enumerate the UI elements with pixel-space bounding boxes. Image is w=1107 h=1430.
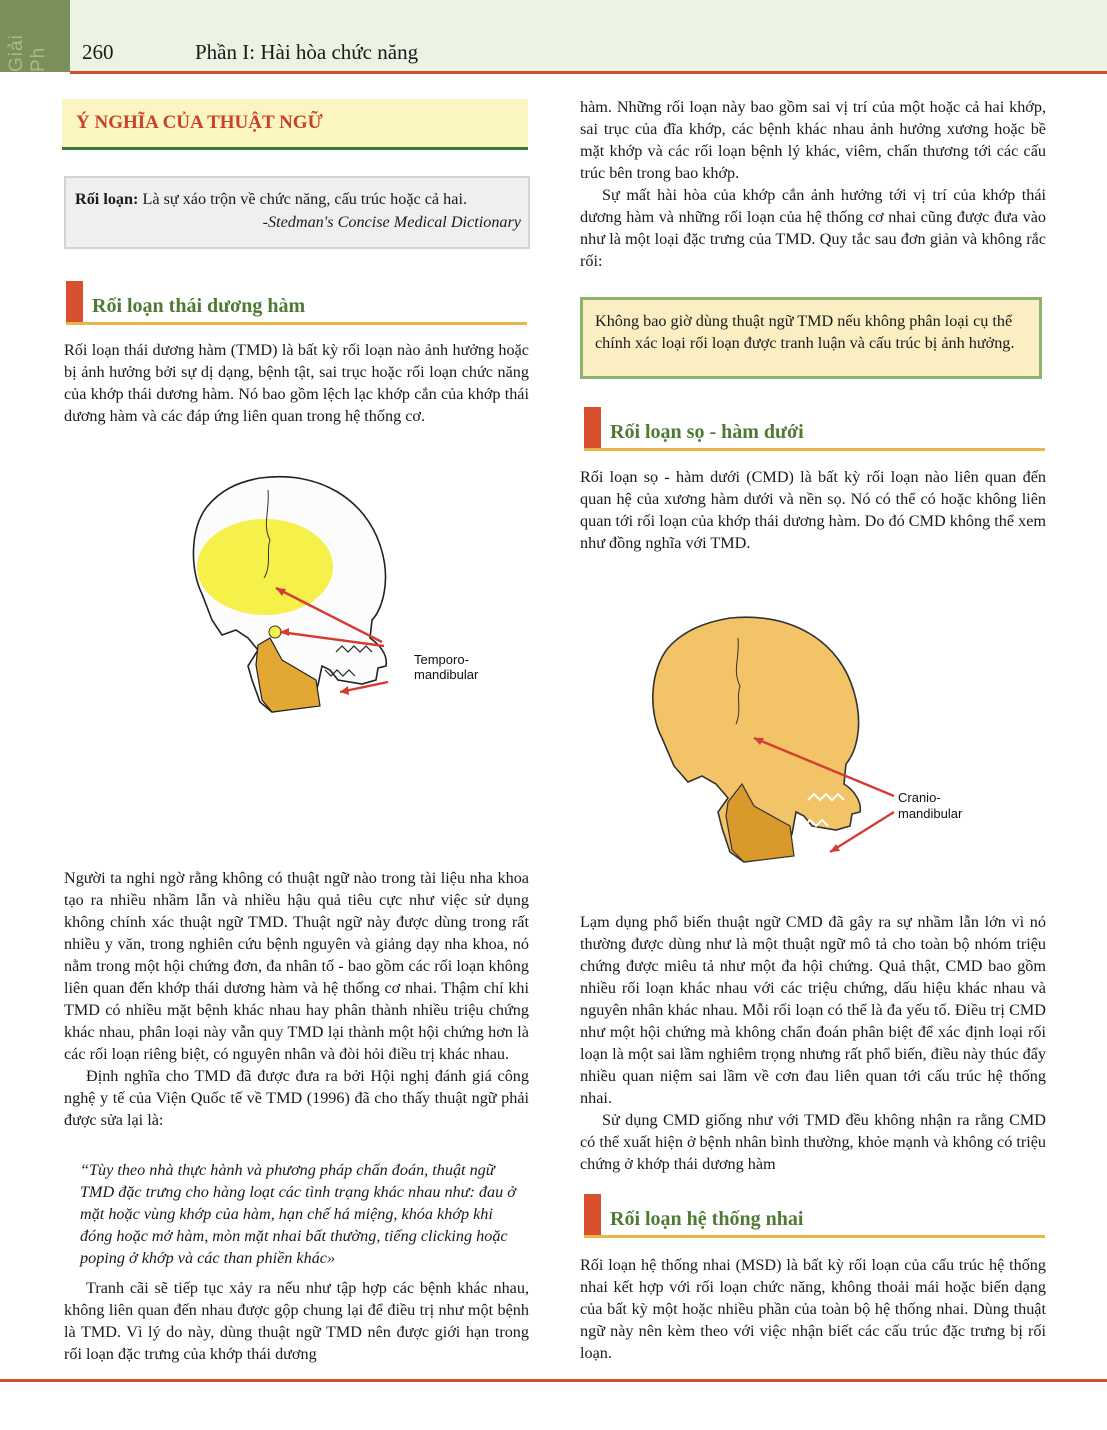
figure-label-line2: mandibular	[414, 667, 479, 682]
definition-line	[75, 190, 467, 209]
temporal-highlight	[197, 519, 333, 615]
cmd-paragraph: Rối loạn sọ - hàm dưới (CMD) là bất kỳ rối loạn nào liên quan đến quan hệ của xương hàm dưới và nền sọ. Nó có thể có hoặc không liên quan tới rối loạn của khớp thái dương hàm. Do đó CMD không thể xem như đồng nghĩa với TMD.	[580, 468, 1046, 552]
section-underline	[584, 448, 1045, 451]
rule-box: Không bao giờ dùng thuật ngữ TMD nếu không phân loại cụ thể chính xác loại rối loạn được tranh luận và cấu trúc bị ảnh hưởng.	[580, 297, 1042, 379]
body-paragraph: Sự mất hài hòa của khớp cắn ảnh hưởng tới vị trí của khớp thái dương hàm và những rối loạn của hệ thống cơ nhai cũng được đưa vào như là một loại đặc trưng của TMD. Quy tắc sau đơn giản và không rắc rối:	[580, 186, 1046, 270]
section-underline	[66, 322, 527, 325]
terms-box	[62, 99, 528, 150]
definition-source: -Stedman's Concise Medical Dictionary	[262, 213, 521, 231]
temporomandibular-skull-figure	[140, 470, 500, 732]
figure-label-line1: Cranio-	[898, 790, 941, 805]
section-bar	[66, 281, 83, 323]
definition-box	[64, 176, 530, 249]
left-closing-block	[64, 1277, 529, 1365]
body-paragraph: Tranh cãi sẽ tiếp tục xảy ra nếu như tập hợp các bệnh khác nhau, không liên quan đến nhau được gộp chung lại để điều trị như một bệnh là TMD. Vì lý do này, dùng thuật ngữ TMD nên được giới hạn trong rối loạn đặc trưng của khớp thái dương	[64, 1279, 529, 1363]
footer-rule	[0, 1379, 1107, 1382]
page-number: 260	[82, 40, 114, 64]
section-title: Rối loạn thái dương hàm	[92, 295, 306, 317]
body-paragraph: Sử dụng CMD giống như với TMD đều không nhận ra rằng CMD có thể xuất hiện ở bệnh nhân bình thường, khỏe mạnh và không có triệu chứng ở khớp thái dương hàm	[580, 1111, 1046, 1173]
section-title: Rối loạn sọ - hàm dưới	[610, 421, 804, 443]
section-underline	[584, 1235, 1045, 1238]
msd-paragraph: Rối loạn hệ thống nhai (MSD) là bất kỳ rối loạn của cấu trúc hệ thống nhai kết hợp với rối loạn chức năng, không thoải mái hoặc biến dạng của bất kỳ một hoặc nhiều phần của toàn bộ hệ thống nhai. Dùng thuật ngữ này nên kèm theo với việc nhận biết các cấu trúc đặc trưng bị rối loạn.	[580, 1256, 1046, 1362]
left-body-column	[64, 867, 529, 1131]
header-band	[0, 0, 1107, 72]
body-paragraph: Người ta nghi ngờ rằng không có thuật ngữ nào trong tài liệu nha khoa tạo ra nhiều nhầm lẫn và nhiều hậu quả tiêu cực như việc sử dụng không chính xác thuật ngữ TMD. Thuật ngữ này được dùng trong rất nhiều y văn, trong nghiên cứu bệnh nguyên và giảng dạy nha khoa, nó nằm trong một hội chứng đơn, đa nhân tố - bao gồm các rối loạn không liên quan đến khớp thái dương hàm và hệ thống cơ nhai. Thậm chí khi TMD có nhiều mặt bệnh khác nhau hay phân thành nhiều triệu chứng khác nhau, phân loại này vẫn quy TMD lại thành một hội chứng hơn là các rối loạn riêng biệt, có nguyên nhân và đòi hỏi điều trị khác nhau.	[64, 869, 529, 1063]
header-rule	[70, 71, 1107, 74]
body-paragraph: Lạm dụng phổ biến thuật ngữ CMD đã gây ra sự nhầm lẫn lớn vì nó thường được dùng như là một thuật ngữ mô tả cho toàn bộ nhóm triệu chứng được miêu tả như một đa hội chứng. Quả thật, CMD bao gồm nhiều rối loạn khác nhau với các triệu chứng, dấu hiệu khác nhau và nguyên nhân khác nhau. Mỗi rối loạn có thể là đa yếu tố. Điều trị CMD như một hội chứng mà không chẩn đoán phân biệt để xác định loại rối loạn là một sai lầm nghiêm trọng nhưng rất phổ biến, điều này thúc đẩy nhiều quan niệm sai lầm về cơn đau liên quan tới cấu trúc hệ thống nhai.	[580, 913, 1046, 1107]
definition-text: Là sự xáo trộn về chức năng, cấu trúc hoặc cả hai.	[138, 190, 467, 208]
section-heading-tmd	[66, 281, 527, 325]
tmd-definition-block	[64, 339, 529, 427]
definition-term: Rối loạn:	[75, 190, 139, 208]
craniomandibular-skull-figure	[608, 612, 988, 882]
running-title: Phần I: Hài hòa chức năng	[195, 40, 419, 64]
figure-label-line2: mandibular	[898, 806, 963, 821]
section-heading-cmd	[584, 407, 1045, 451]
chapter-side-tab	[0, 0, 70, 72]
condyle-highlight	[269, 626, 281, 638]
tmd-paragraph: Rối loạn thái dương hàm (TMD) là bất kỳ rối loạn nào ảnh hưởng hoặc bị ảnh hưởng bởi sự dị dạng, bệnh tật, sai trục hoặc rối loạn chức năng của khớp thái dương hàm. Nó bao gồm lệch lạc khớp cắn của khớp thái dương hàm và các đáp ứng liên quan trong hệ thống cơ.	[64, 341, 529, 425]
section-bar	[584, 407, 601, 449]
side-tab-text: Giải Ph	[6, 34, 49, 72]
msd-definition-block	[580, 1254, 1046, 1364]
cmd-definition-block	[580, 466, 1046, 554]
body-paragraph: hàm. Những rối loạn này bao gồm sai vị trí của một hoặc cả hai khớp, sai trục của đĩa khớp, các bệnh khác nhau ảnh hưởng xương hoặc bề mặt khớp và các rối loạn bệnh lý khác, viêm, chấn thương tới các cấu trúc bên trong bao khớp.	[580, 98, 1046, 182]
quoted-definition: “Tùy theo nhà thực hành và phương pháp chẩn đoán, thuật ngữ TMD đặc trưng cho hàng loạt các tình trạng khác nhau như: đau ở mặt hoặc vùng khớp của hàm, hạn chế há miệng, khóa khớp khi đóng hoặc mở hàm, mòn mặt nhai bất thường, tiếng clicking hoặc poping ở khớp và các than phiền khác»	[80, 1161, 516, 1267]
section-bar	[584, 1194, 601, 1236]
right-body-column	[580, 911, 1046, 1175]
right-top-block	[580, 96, 1046, 272]
section-title: Rối loạn hệ thống nhai	[610, 1208, 804, 1230]
terms-box-title: Ý NGHĨA CỦA THUẬT NGỮ	[76, 112, 323, 133]
body-paragraph: Định nghĩa cho TMD đã được đưa ra bởi Hội nghị đánh giá công nghệ y tế của Viện Quốc tế về TMD (1996) đã cho thấy thuật ngữ phải được sửa lại là:	[64, 1067, 529, 1129]
figure-label-line1: Temporo-	[414, 652, 469, 667]
section-heading-msd	[584, 1194, 1045, 1238]
